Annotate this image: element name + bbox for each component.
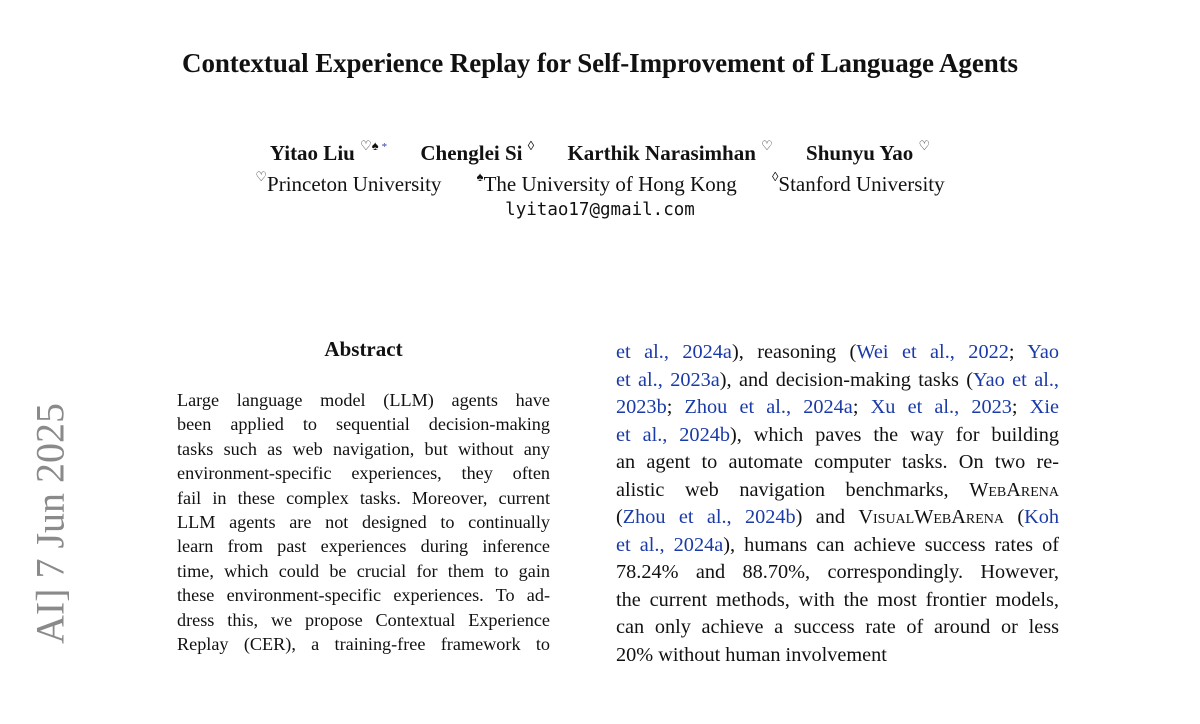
author-2	[420, 140, 534, 166]
body-text: ), humans can achieve success rates of	[723, 533, 1059, 556]
abstract-line: tasks such as web navigation, but without any	[177, 438, 550, 459]
body-text: ) and	[795, 506, 859, 528]
body-line	[616, 477, 1059, 505]
affiliation-mark: ♡	[255, 169, 268, 184]
abstract-line: environment-specific experiences, they often	[177, 463, 550, 484]
body-line	[616, 422, 1059, 450]
body-text: the current methods, with the most frontier models,	[616, 588, 1059, 611]
author-name: Karthik Narasimhan	[567, 141, 756, 165]
body-text: ), reasoning (	[731, 341, 857, 363]
author-3	[567, 140, 772, 166]
abstract-line: fail in these complex tasks. Moreover, current	[177, 487, 550, 508]
citation-link[interactable]: 2023b	[616, 396, 667, 418]
body-line	[616, 339, 1059, 367]
body-text-column	[616, 339, 1059, 669]
body-line	[616, 449, 1059, 477]
abstract-line: Large language model (LLM) agents have	[177, 390, 550, 410]
citation-link[interactable]: Wei et al., 2022	[856, 341, 1009, 363]
author-marks: ◊	[527, 138, 535, 153]
author-marks: ♡♠	[360, 138, 379, 153]
citation-link[interactable]: et al., 2024b	[616, 423, 730, 446]
abstract-line: been applied to sequential decision-making	[177, 414, 550, 435]
body-text: (	[616, 506, 623, 528]
affiliation-2	[477, 171, 737, 197]
body-line	[616, 614, 1059, 642]
body-text: ), and decision-making tasks (	[719, 368, 974, 391]
affiliation-mark: ◊	[771, 169, 779, 184]
body-text: ;	[1008, 341, 1028, 363]
body-line	[616, 559, 1059, 587]
citation-link[interactable]: et al., 2024a	[616, 533, 724, 556]
citation-link[interactable]: Xu et al., 2023	[870, 396, 1012, 418]
arxiv-stamp: AI] 7 Jun 2025	[27, 402, 73, 645]
benchmark-name: VisualWebArena	[858, 506, 1004, 528]
body-text: an agent to automate computer tasks. On two re-	[616, 451, 1059, 473]
body-text: (	[1004, 506, 1025, 528]
affiliation-1	[255, 171, 441, 197]
body-text: ), which paves the way for building	[730, 423, 1060, 446]
abstract-line: learn from past experiences during inference	[177, 536, 550, 557]
author-marks: ♡	[918, 138, 931, 153]
contact-email[interactable]: lyitao17@gmail.com	[505, 200, 695, 220]
affiliation-list	[0, 171, 1200, 197]
abstract-line: time, which could be crucial for them to gain	[177, 560, 550, 581]
benchmark-name: WebArena	[969, 478, 1059, 501]
body-line	[616, 394, 1059, 422]
author-1	[270, 140, 387, 166]
body-line	[616, 642, 1059, 670]
affiliation-name: Stanford University	[778, 172, 945, 196]
affiliation-name: Princeton University	[267, 172, 442, 196]
body-text: 20% without human involvement	[616, 643, 887, 666]
body-text: ;	[852, 396, 871, 418]
body-line	[616, 532, 1059, 560]
body-line	[616, 587, 1059, 615]
body-text: ;	[1011, 396, 1030, 418]
citation-link[interactable]: et al., 2024a	[616, 341, 732, 363]
body-text: can only achieve a success rate of around or less	[616, 616, 1059, 638]
body-text: 78.24% and 88.70%, correspondingly. However,	[616, 561, 1059, 583]
footnote-star[interactable]: *	[381, 141, 388, 153]
citation-link[interactable]: Yao	[1027, 341, 1059, 363]
citation-link[interactable]: Xie	[1029, 396, 1059, 418]
affiliation-3	[772, 171, 945, 197]
citation-link[interactable]: Koh	[1024, 506, 1060, 528]
author-name: Yitao Liu	[269, 141, 355, 165]
author-list	[0, 140, 1200, 166]
author-name: Shunyu Yao	[806, 141, 914, 165]
abstract-heading: Abstract	[324, 337, 403, 361]
affiliation-mark: ♠	[476, 169, 484, 184]
abstract-line: these environment-specific experiences. To ad-	[177, 585, 550, 606]
body-text: ;	[666, 396, 685, 418]
author-marks: ♡	[761, 138, 773, 153]
affiliation-name: The University of Hong Kong	[483, 172, 737, 196]
body-line	[616, 367, 1059, 395]
author-4	[806, 140, 930, 166]
body-text: alistic web navigation benchmarks,	[616, 478, 970, 501]
citation-link[interactable]: Zhou et al., 2024a	[684, 396, 853, 418]
abstract-line: LLM agents are not designed to continually	[177, 511, 550, 532]
abstract-line: dress this, we propose Contextual Experience	[177, 609, 550, 630]
abstract-text	[177, 388, 550, 656]
body-line	[616, 504, 1059, 532]
citation-link[interactable]: Yao et al.,	[973, 368, 1059, 391]
citation-link[interactable]: et al., 2023a	[616, 368, 720, 391]
citation-link[interactable]: Zhou et al., 2024b	[622, 506, 796, 528]
paper-title: Contextual Experience Replay for Self-Improvement of Language Agents	[182, 48, 1018, 78]
author-name: Chenglei Si	[420, 141, 523, 165]
abstract-line: Replay (CER), a training-free framework to	[177, 633, 550, 654]
